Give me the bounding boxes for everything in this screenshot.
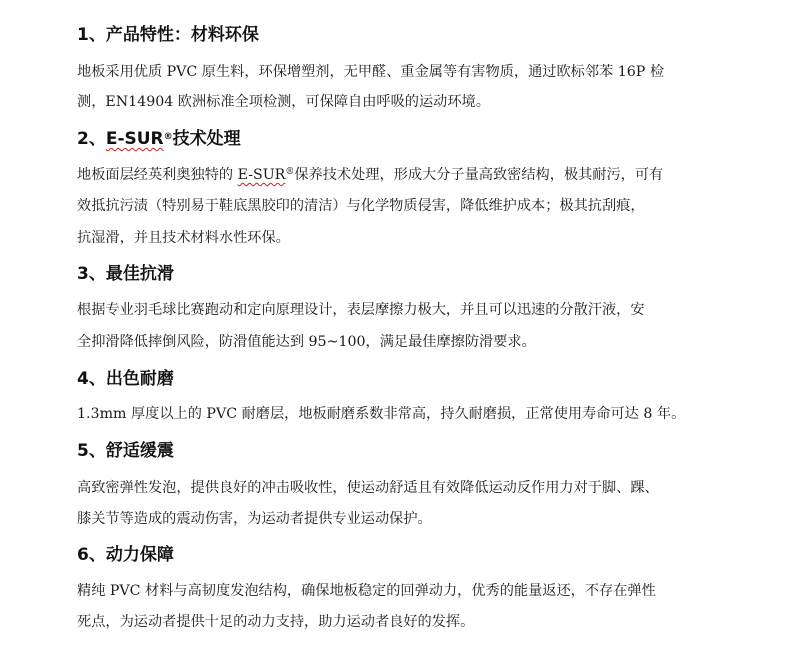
section-2-line-2: 效抵抗污渍（特别易于鞋底黑胶印的清洁）与化学物质侵害，降低维护成本；极其抗刮痕， <box>77 198 645 214</box>
section-3-heading: 3、最佳抗滑 <box>77 264 174 284</box>
section-1-heading: 1、产品特性：材料环保 <box>77 25 259 45</box>
section-5-heading: 5、舒适缓震 <box>77 441 174 461</box>
section-4-heading: 4、出色耐磨 <box>77 369 174 389</box>
section-1-line-1: 地板采用优质 PVC 原生料，环保增塑剂，无甲醛、重金属等有害物质，通过欧标邻苯 16P 检 <box>77 64 665 80</box>
section-2-heading <box>77 128 241 150</box>
registered-mark: ® <box>163 132 173 142</box>
section-4-line-1: 1.3mm 厚度以上的 PVC 耐磨层，地板耐磨系数非常高，持久耐磨损，正常使用寿命可达 8 年。 <box>77 406 686 422</box>
section-2-heading-prefix: 2、 <box>77 129 106 149</box>
section-6-line-2: 死点，为运动者提供十足的动力支持，助力运动者良好的发挥。 <box>77 614 475 630</box>
section-2-line-1-suffix: 保养技术处理，形成大分子量高致密结构，极其耐污，可有 <box>294 167 664 183</box>
section-5-line-1: 高致密弹性发泡，提供良好的冲击吸收性，使运动舒适且有效降低运动反作用力对于脚、踝、 <box>77 480 659 496</box>
section-1-line-2: 测，EN14904 欧洲标准全项检测，可保障自由呼吸的运动环境。 <box>77 94 490 110</box>
e-sur-trademark-inline: E-SUR <box>237 167 286 183</box>
section-2-line-1 <box>77 164 663 186</box>
e-sur-trademark: E-SUR <box>105 129 164 149</box>
section-2-line-3: 抗湿滑，并且技术材料水性环保。 <box>77 230 290 246</box>
section-2-heading-suffix: 技术处理 <box>172 129 241 149</box>
section-6-line-1: 精纯 PVC 材料与高韧度发泡结构，确保地板稳定的回弹动力，优秀的能量返还，不存在弹性 <box>77 583 656 599</box>
section-3-line-1: 根据专业羽毛球比赛跑动和定向原理设计，表层摩擦力极大，并且可以迅速的分散汗液，安 <box>77 302 645 318</box>
section-2-line-1-prefix: 地板面层经英利奥独特的 <box>77 167 238 183</box>
registered-mark-inline: ® <box>285 167 295 177</box>
section-5-line-2: 膝关节等造成的震动伤害，为运动者提供专业运动保护。 <box>77 511 432 527</box>
section-6-heading: 6、动力保障 <box>77 545 174 565</box>
section-3-line-2: 全抑滑降低摔倒风险，防滑值能达到 95~100，满足最佳摩擦防滑要求。 <box>77 334 536 350</box>
